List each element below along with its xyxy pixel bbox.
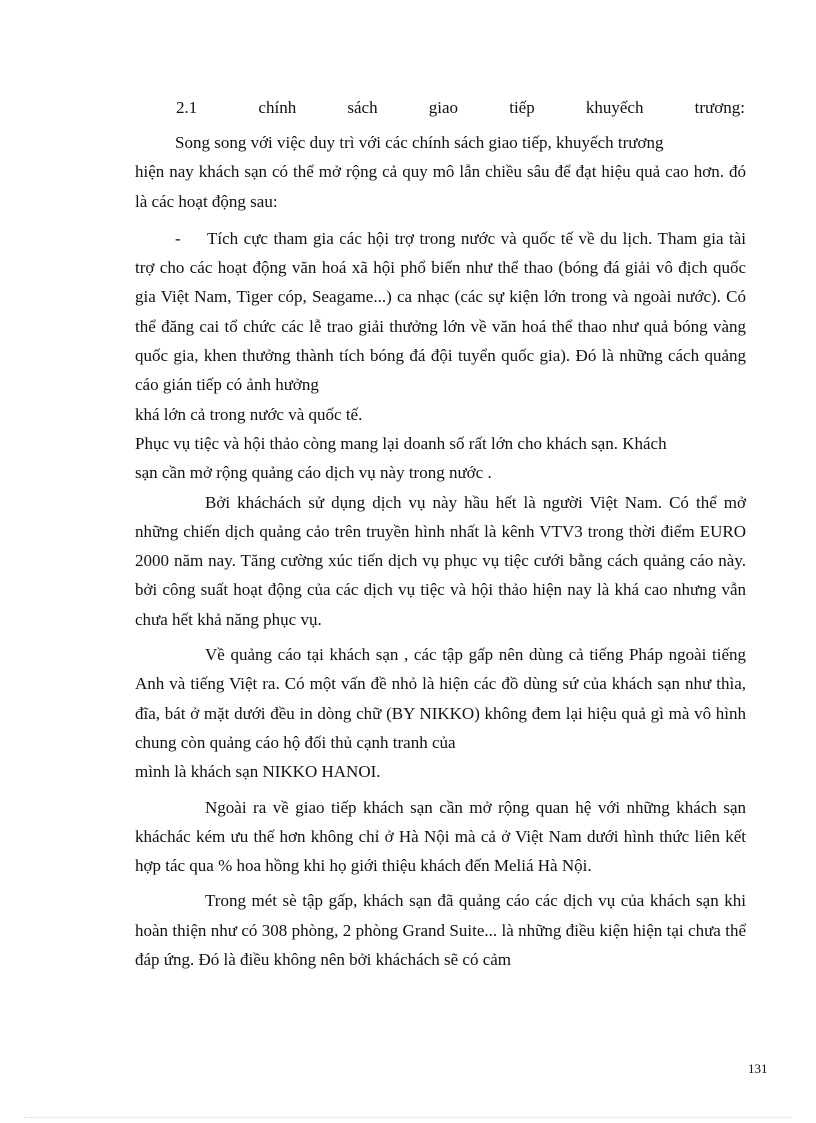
heading-word: tiếp [509,98,535,117]
paragraph-bullet-last-line: khá lớn cả trong nước và quốc tế. [135,404,363,424]
paragraph-brochures: Trong mét sè tập gấp, khách sạn đã quảng cáo các dịch vụ của khách sạn khi hoàn thiện như có 308 phòng, 2 phòng Grand Suite... là những điều kiện hiện tại chưa thể đáp ứng. Đó là điều không nên bởi kháchách sẽ có cảm [135,891,746,970]
body-text [135,128,746,974]
footer-divider [24,1117,792,1118]
paragraph-partnerships: Ngoài ra về giao tiếp khách sạn cần mở rộng quan hệ với những khách sạn kháchác kém ưu thế hơn không chỉ ở Hà Nội mà cả ở Việt Nam dưới hình thức liên kết hợp tác qua % hoa hồng khi họ giới thiệu khách đến Meliá Hà Nội. [135,797,746,876]
paragraph-bullet [135,224,746,400]
paragraph-in-hotel-last-line: mình là khách sạn NIKKO HANOI. [135,762,381,782]
heading-word: khuyếch [585,98,644,117]
paragraph-in-hotel-advertising: Về quảng cáo tại khách sạn , các tập gấp nên dùng cả tiếng Pháp ngoài tiếng Anh và tiếng Việt ra. Có một vấn đề nhỏ là hiện các đồ dùng sứ của khách sạn như thìa, đĩa, bát ở mặt dưới đều in dòng chữ (BY NIKKO) không đem lại hiệu quả gì mà vô hình chung còn quảng cáo hộ đối thủ cạnh tranh của [135,645,746,752]
paragraph-tv-advertising: Bởi kháchách sử dụng dịch vụ này hầu hết là người Việt Nam. Có thể mở những chiến dịch quảng cảo trên truyền hình nhất là kênh VTV3 trong thời điểm EURO 2000 năm nay. Tăng cường xúc tiến dịch vụ phục vụ tiệc cưới bằng cách quảng cáo này. bởi công suất hoạt động của các dịch vụ tiệc và hội thảo hiện nay là khá cao nhưng vẫn chưa hết khả năng phục vụ. [135,492,746,629]
section-number: 2.1 [176,98,198,117]
section-heading [176,98,745,126]
heading-word: chính [258,98,297,117]
heading-word: trương: [694,98,745,117]
heading-word: sách [347,98,378,117]
paragraph-banquet: Phục vụ tiệc và hội thảo còng mang lại doanh số rất lớn cho khách sạn. Khách [135,433,667,453]
bullet-dash: - [175,228,181,248]
paragraph-intro: hiện nay khách sạn có thể mở rộng cả quy mô lẫn chiều sâu để đạt hiệu quả cao hơn. đó là các hoạt động sau: [135,162,746,211]
paragraph-banquet-last-line: sạn cần mở rộng quảng cáo dịch vụ này trong nước . [135,463,492,483]
paragraph-intro-first-line: Song song với việc duy trì với các chính sách giao tiếp, khuyếch trương [175,133,664,152]
paragraph-bullet-text: Tích cực tham gia các hội trợ trong nước và quốc tế về du lịch. Tham gia tài trợ cho các hoạt động văn hoá xã hội phổ biến như thể thao (bóng đá giải vô địch quốc gia Việt Nam, Tiger cóp, Seagame...) ca nhạc (các sự kiện lớn trong và ngoài nước). Có thể đăng cai tổ chức các lễ trao giải thưởng lớn về văn hoá thể thao như quả bóng vàng quốc gia, khen thưởng thành tích bóng đá đội tuyển quốc gia). Đó là những cách quảng cáo gián tiếp có ảnh hưởng [135,228,746,395]
heading-word: giao [428,98,459,117]
page-number: 131 [748,1061,768,1076]
